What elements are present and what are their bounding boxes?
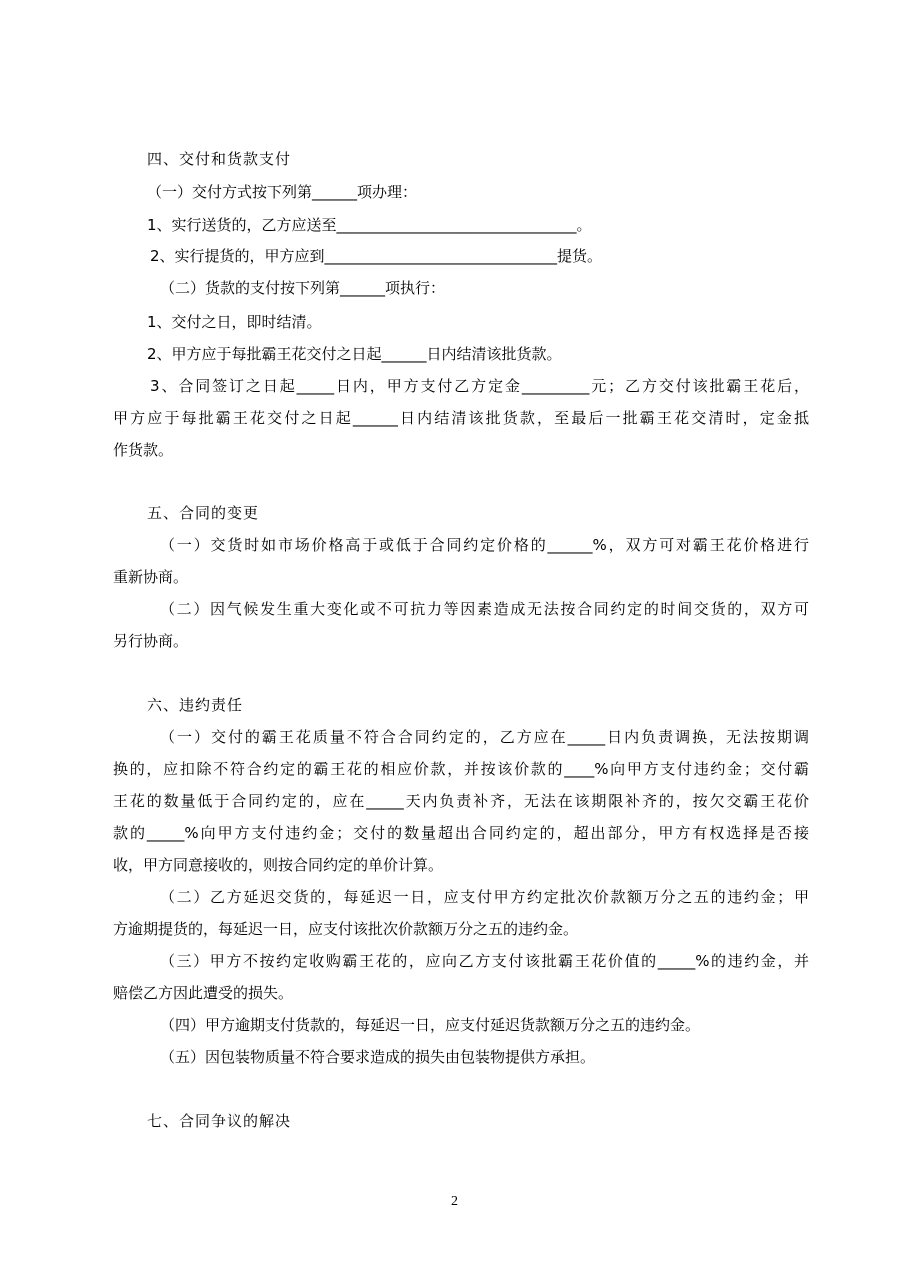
paragraph-line: （二）乙方延迟交货的，每延迟一日，应支付甲方约定批次价款额万分之五的违约金；甲: [160, 888, 809, 906]
paragraph-line: 1、实行送货的，乙方应送至________________________________。: [147, 216, 592, 234]
paragraph-line: （二）货款的支付按下列第______项执行：: [160, 279, 446, 297]
paragraph-line: 2、实行提货的，甲方应到_______________________________提货。: [150, 247, 603, 265]
paragraph-line: （三）甲方不按约定收购霸王花的，应向乙方支付该批霸王花价值的_____%的违约金，并: [160, 952, 809, 970]
paragraph-line: 甲方应于每批霸王花交付之日起______日内结清该批货款，至最后一批霸王花交清时，定金抵: [113, 409, 809, 427]
paragraph-line: 方逾期提货的，每延迟一日，应支付该批次价款额万分之五的违约金。: [113, 920, 579, 938]
section-heading-7: 七、合同争议的解决: [147, 1112, 292, 1130]
paragraph-line: 作货款。: [113, 441, 174, 459]
paragraph-line: （一）交付方式按下列第______项办理：: [147, 183, 418, 201]
paragraph-line: （四）甲方逾期支付货款的，每延迟一日，应支付延迟货款额万分之五的违约金。: [160, 1016, 701, 1034]
section-heading-6: 六、违约责任: [147, 696, 244, 714]
paragraph-line: （一）交付的霸王花质量不符合合同约定的，乙方应在_____日内负责调换，无法按期调: [160, 728, 809, 746]
paragraph-line: 另行协商。: [113, 632, 189, 650]
section-heading-5: 五、合同的变更: [147, 504, 260, 522]
paragraph-line: 款的_____%向甲方支付违约金；交付的数量超出合同约定的，超出部分，甲方有权选择是否接: [113, 824, 809, 842]
paragraph-line: 收，甲方同意接收的，则按合同约定的单价计算。: [113, 856, 444, 874]
paragraph-line: 重新协商。: [113, 568, 189, 586]
paragraph-line: 王花的数量低于合同约定的，应在_____天内负责补齐，无法在该期限补齐的，按欠交霸王花价: [113, 792, 809, 810]
paragraph-line: 1、交付之日，即时结清。: [147, 313, 322, 331]
paragraph-line: 赔偿乙方因此遭受的损失。: [113, 984, 294, 1002]
section-heading-4: 四、交付和货款支付: [147, 150, 292, 168]
paragraph-line: 换的，应扣除不符合约定的霸王花的相应价款，并按该价款的____%向甲方支付违约金；交付霸: [113, 760, 809, 778]
paragraph-line: 3、合同签订之日起_____日内，甲方支付乙方定金_________元；乙方交付该批霸王花后，: [150, 377, 809, 395]
paragraph-line: （二）因气候发生重大变化或不可抗力等因素造成无法按合同约定的时间交货的，双方可: [160, 600, 809, 618]
page-number: 2: [451, 1194, 458, 1209]
paragraph-line: （一）交货时如市场价格高于或低于合同约定价格的______%，双方可对霸王花价格进行: [160, 536, 809, 554]
paragraph-line: 2、甲方应于每批霸王花交付之日起______日内结清该批货款。: [147, 345, 562, 363]
paragraph-line: （五）因包装物质量不符合要求造成的损失由包装物提供方承担。: [160, 1048, 596, 1066]
